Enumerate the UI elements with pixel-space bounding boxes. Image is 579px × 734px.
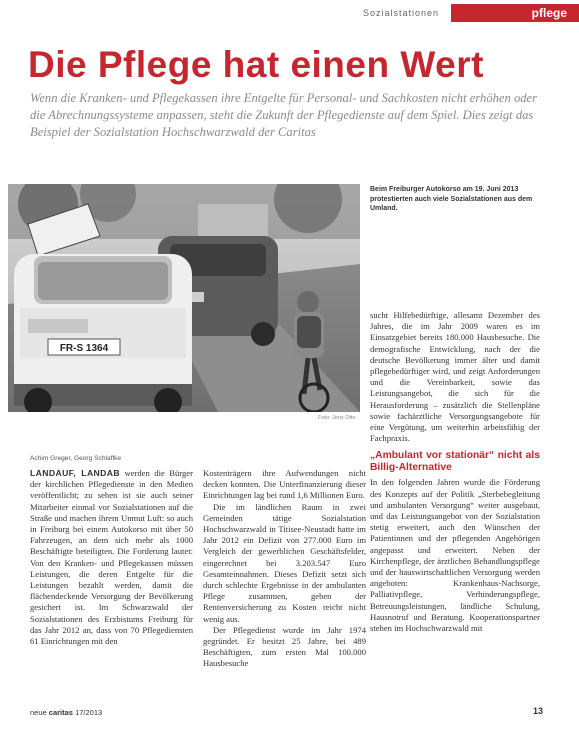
paragraph-text: werden die Bürger der kirchlichen Pflegedienste in den Medien veröffentlicht; zu sehen ist sie auch seiner Mitarbeiter einmal vor Sozialstationen auf die Straße und machen ihrem Unmut Luft: so auch in Freiburg bei einem Autokorso mit über 50 Fahrzeugen, an dem sich mehr als 1000 Beschäftigte beteiligten. Die Forderung lautet: Von den Kranken- und Pflegekassen müssen Leistungen, die deren Entgelte für die Leistungen bezahlt werden, damit die flächendeckende Versorgung der Bevölkerung gesichert ist. Im Schwarzwald der Sozialstationen des Erzbistums Freiburg für das Jahr 2012 an, dass von 70 Pflegediensten 61 Einrichtungen mit den [30, 468, 193, 647]
paragraph [30, 468, 193, 647]
text-column-1 [30, 468, 193, 647]
page-number: 13 [532, 706, 543, 716]
article-authors: Achim Greger, Georg Schlaffke [30, 455, 122, 462]
paragraph: Der Pflegedienst wurde im Jahr 1974 gegründet. Er besitzt 25 Jahre, bei 489 Beschäftigten, zum ersten Mal 100.000 Hausbesuche [203, 624, 366, 669]
subheading: „Ambulant vor stationär“ nicht als Billig-Alternative [370, 450, 540, 474]
article-title: Die Pflege hat einen Wert [28, 44, 484, 85]
section-tab [451, 4, 579, 22]
paragraph: In den folgenden Jahren wurde die Förderung des Konzepts auf der Politik „Sterbebegleitung und ambulanten Versorgung“ weiter ausgebaut, und das Leistungsangebot von der Sozialstation stetig erweitert, auch den Wünschen der Patientinnen und der pflegenden Angehörigen angepasst und erweitert. Neben der Kirchenpflege, der ärztlichen Behandlungspflege und der hauswirtschaftlichen Versorgung werden angeboten: Krankenhaus-Nachsorge, Palliativpflege, Verhinderungspflege, Betreuungsleistungen, ländliche Schulung, Hausnotruf und Beratung. Kooperationspartner stehen im Hochschwarzwald mit [370, 477, 540, 634]
article-lead: Wenn die Kranken- und Pflegekassen ihre Entgelte für Personal- und Sachkosten nicht erhöhen oder die Abrechnungssysteme anpassen, steht die Zukunft der Pflegedienste auf dem Spiel. Dies zeigt das Beispiel der Sozialstation Hochschwarzwald der Caritas [30, 91, 538, 139]
text-column-3 [370, 310, 540, 634]
dropcap-phrase: LANDAUF, LANDAB [30, 468, 120, 478]
photo-credit: Foto: Jens Otto [318, 415, 356, 421]
license-plate: FR-S 1364 [59, 343, 109, 354]
section-tab-label: pflege [531, 6, 567, 20]
paragraph: Die im ländlichen Raum in zwei Gemeinden tätige Sozialstation Hochschwarzwald in Titisee-Neustadt hatte im Jahr 2012 ein Defizit von 277.000 Euro im Vergleich der gewerblichen Geschäftsfelder, eingerechnet bei 3.203.547 Euro Gesamteinnahmen. Dieses Defizit setzt sich durch schlechte Ergebnisse in der ambulanten Pflege zusammen, geben der Rentenversicherung zu Kosten reicht nicht wenig aus. [203, 501, 366, 624]
paragraph: Kostenträgern ihre Aufwendungen nicht decken konnten. Die Unterfinanzierung dieser Einrichtungen lag bei rund 1,6 Millionen Euro. [203, 468, 366, 501]
issue-number: 17/2013 [75, 708, 103, 717]
photo-illustration [8, 184, 360, 412]
magazine-name: caritas [48, 708, 73, 717]
article-photo [8, 184, 360, 412]
photo-caption: Beim Freiburger Autokorso am 19. Juni 2013 protestierten auch viele Sozialstationen aus dem Umland. [370, 186, 533, 213]
paragraph: sucht Hilfebedürftige, allesamt Dezember des Jahres, die im Jahr 2009 waren es im Einsatzgebiet bereits 180.000 Hausbesuche. Die demografische Entwicklung, nach der die deutsche Bevölkerung immer älter und damit pflegebedürftiger wird, und zeigt Anforderungen und die Vereinbarkeit, sowie das Leistungsangebot, die sich für die Herausforderung – zusätzlich die Stellenpläne sowie fachärztliche Versorgungsangebote für eine Vergütung, um weiterhin arbeitsfähig der Fachpraxis. [370, 310, 540, 444]
magazine-footer [30, 708, 102, 717]
magazine-prefix: neue [30, 708, 47, 717]
section-label: Sozialstationen [362, 8, 439, 18]
text-column-2 [203, 468, 366, 670]
